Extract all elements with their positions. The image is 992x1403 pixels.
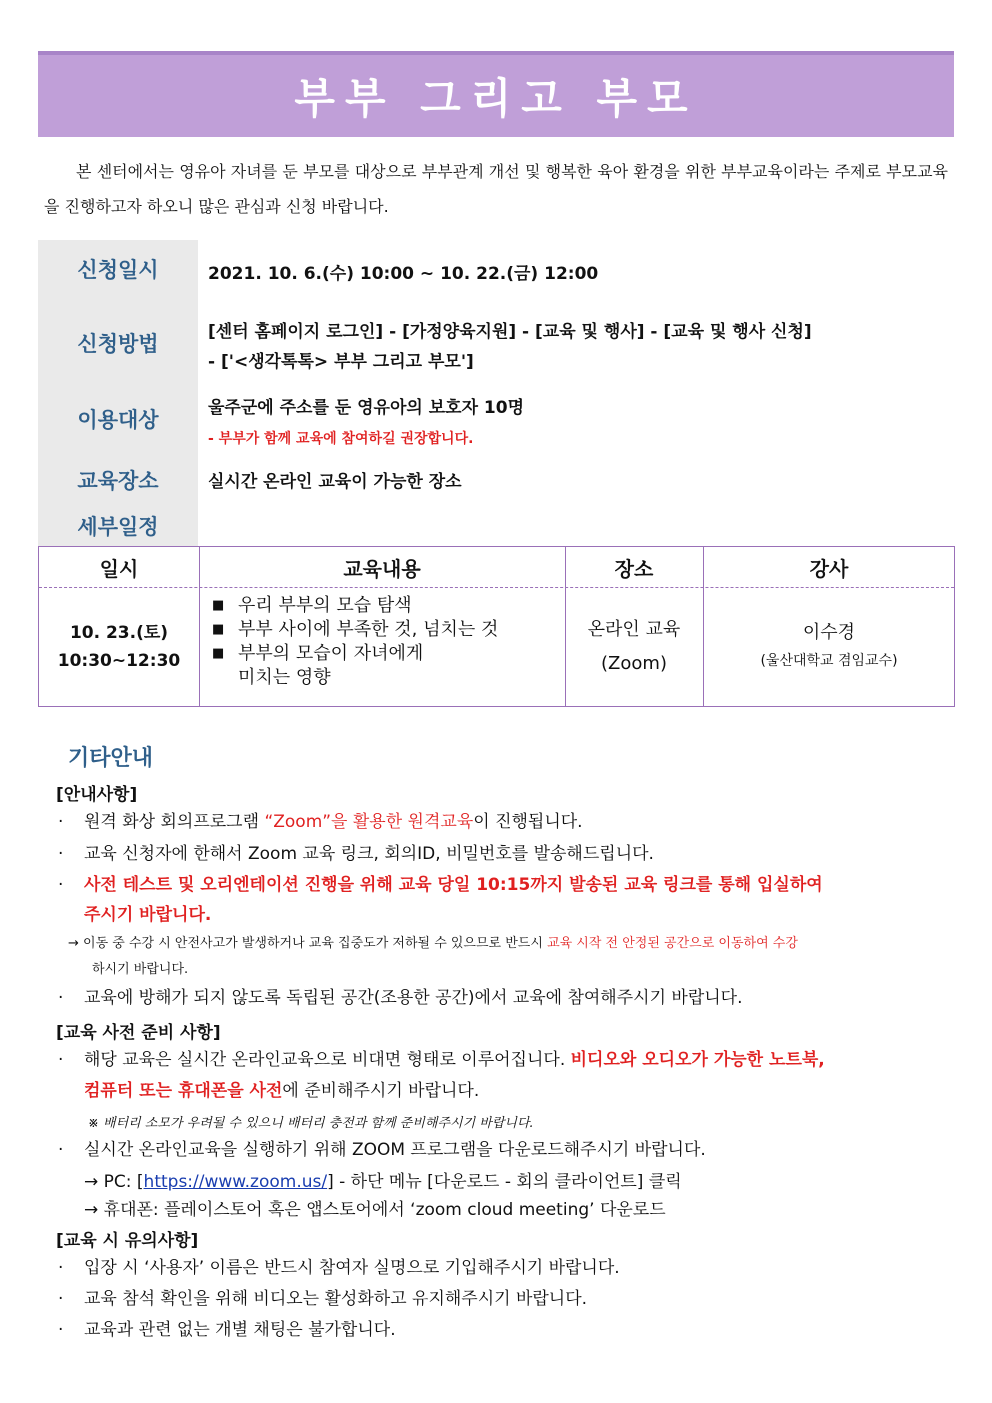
- caution-header: [교육 시 유의사항]: [56, 1231, 199, 1251]
- notice-item: · 원격 화상 회의프로그램 “Zoom”을 활용한 원격교육이 진행됩니다.: [58, 812, 583, 832]
- mobile-download: → 휴대폰: 플레이스토어 혹은 앱스토어에서 ‘zoom cloud meeting’ 다운로드: [84, 1200, 666, 1220]
- notice-item: · 교육에 방해가 되지 않도록 독립된 공간(조용한 공간)에서 교육에 참여해주시기 바랍니다.: [58, 988, 743, 1008]
- prep-item: · 해당 교육은 실시간 온라인교육으로 비대면 형태로 이루어집니다. 비디오와 오디오가 가능한 노트북,: [58, 1050, 825, 1070]
- prep-header: [교육 사전 준비 사항]: [56, 1023, 221, 1043]
- place-value: 실시간 온라인 교육이 가능한 장소: [208, 472, 462, 492]
- bullet-square-icon: ■: [212, 622, 225, 637]
- title-banner: [38, 51, 954, 137]
- battery-note: ※ 배터리 소모가 우려될 수 있으니 배터리 충전과 함께 준비해주시기 바랍니다.: [88, 1116, 534, 1131]
- list-item: ■ 부부 사이에 부족한 것, 넘치는 것: [212, 619, 499, 640]
- method-line-2: - ['<생각톡톡> 부부 그리고 부모']: [208, 352, 474, 372]
- target-note: - 부부가 함께 교육에 참여하길 권장합니다.: [208, 431, 474, 447]
- place-label: 교육장소: [38, 460, 198, 500]
- zoom-link[interactable]: https://www.zoom.us/: [143, 1172, 328, 1192]
- notice-header: [안내사항]: [56, 785, 138, 805]
- arrow-icon: →: [84, 1200, 99, 1220]
- list-item: ■ 부부의 모습이 자녀에게: [212, 643, 424, 664]
- list-item-continued: 미치는 영향: [238, 667, 331, 688]
- header-place: 장소: [614, 556, 654, 581]
- schedule-datetime: [39, 588, 199, 706]
- bullet-square-icon: ■: [212, 598, 225, 613]
- lecturer-affiliation: (울산대학교 겸임교수): [760, 653, 898, 669]
- place-sub: (Zoom): [601, 653, 667, 674]
- header-date: 일시: [99, 556, 139, 581]
- notice-item: · 사전 테스트 및 오리엔테이션 진행을 위해 교육 당일 10:15까지 발송된 교육 링크를 통해 입실하여: [58, 875, 823, 895]
- bullet-square-icon: ■: [212, 646, 225, 661]
- arrow-icon: →: [84, 1172, 99, 1192]
- arrow-icon: →: [68, 936, 79, 951]
- page-title: 부부 그리고 부모: [294, 74, 698, 123]
- caution-item: · 입장 시 ‘사용자’ 이름은 반드시 참여자 실명으로 기입해주시기 바랍니다.: [58, 1258, 620, 1278]
- schedule-date: 10. 23.(토): [69, 623, 169, 643]
- header-content: 교육내용: [343, 556, 421, 581]
- date-value: 2021. 10. 6.(수) 10:00 ~ 10. 22.(금) 12:00: [208, 264, 599, 284]
- header-lecturer: 강사: [809, 556, 849, 581]
- notice-item-continued: 주시기 바랍니다.: [84, 905, 212, 925]
- detail-label: 세부일정: [38, 506, 198, 546]
- method-line-1: [센터 홈페이지 로그인] - [가정양육지원] - [교육 및 행사] - [교육 및 행사 신청]: [208, 322, 812, 342]
- intro-paragraph: [44, 154, 948, 224]
- date-label: 신청일시: [38, 240, 198, 298]
- target-value: [208, 393, 524, 448]
- method-value: [208, 317, 812, 377]
- notice-subitem-continued: 하시기 바랍니다.: [92, 962, 189, 977]
- prep-item-continued: 컴퓨터 또는 휴대폰을 사전에 준비해주시기 바랍니다.: [84, 1081, 480, 1101]
- notice-item: · 교육 신청자에 한해서 Zoom 교육 링크, 회의ID, 비밀번호를 발송해드립니다.: [58, 844, 654, 864]
- schedule-place: [565, 588, 703, 706]
- schedule-lecturer: [703, 588, 955, 706]
- list-item: ■ 우리 부부의 모습 탐색: [212, 595, 412, 616]
- place-name: 온라인 교육: [587, 619, 681, 640]
- target-label: 이용대상: [38, 390, 198, 448]
- prep-item: · 실시간 온라인교육을 실행하기 위해 ZOOM 프로그램을 다운로드해주시기 바랍니다.: [58, 1140, 706, 1160]
- caution-item: · 교육 참석 확인을 위해 비디오는 활성화하고 유지해주시기 바랍니다.: [58, 1289, 588, 1309]
- content-list: [212, 594, 498, 690]
- lecturer-name: 이수경: [802, 622, 856, 643]
- target-text: 울주군에 주소를 둔 영유아의 보호자 10명: [208, 398, 525, 418]
- intro-text: 본 센터에서는 영유아 자녀를 둔 부모를 대상으로 부부관계 개선 및 행복한 육아 환경을 위한 부부교육이라는 주제로 부모교육을 진행하고자 하오니 많은 관심과 신청 바랍니다.: [44, 162, 948, 216]
- pc-download: → PC: [https://www.zoom.us/] - 하단 메뉴 [다운로드 - 회의 클라이언트] 클릭: [84, 1172, 682, 1192]
- method-label: 신청방법: [38, 312, 198, 374]
- notice-subitem: → 이동 중 수강 시 안전사고가 발생하거나 교육 집중도가 저하될 수 있으므로 반드시 교육 시작 전 안정된 공간으로 이동하여 수강: [68, 936, 798, 951]
- caution-item: · 교육과 관련 없는 개별 채팅은 불가합니다.: [58, 1320, 396, 1340]
- other-info-title: 기타안내: [68, 746, 154, 771]
- schedule-time: 10:30~12:30: [57, 651, 181, 671]
